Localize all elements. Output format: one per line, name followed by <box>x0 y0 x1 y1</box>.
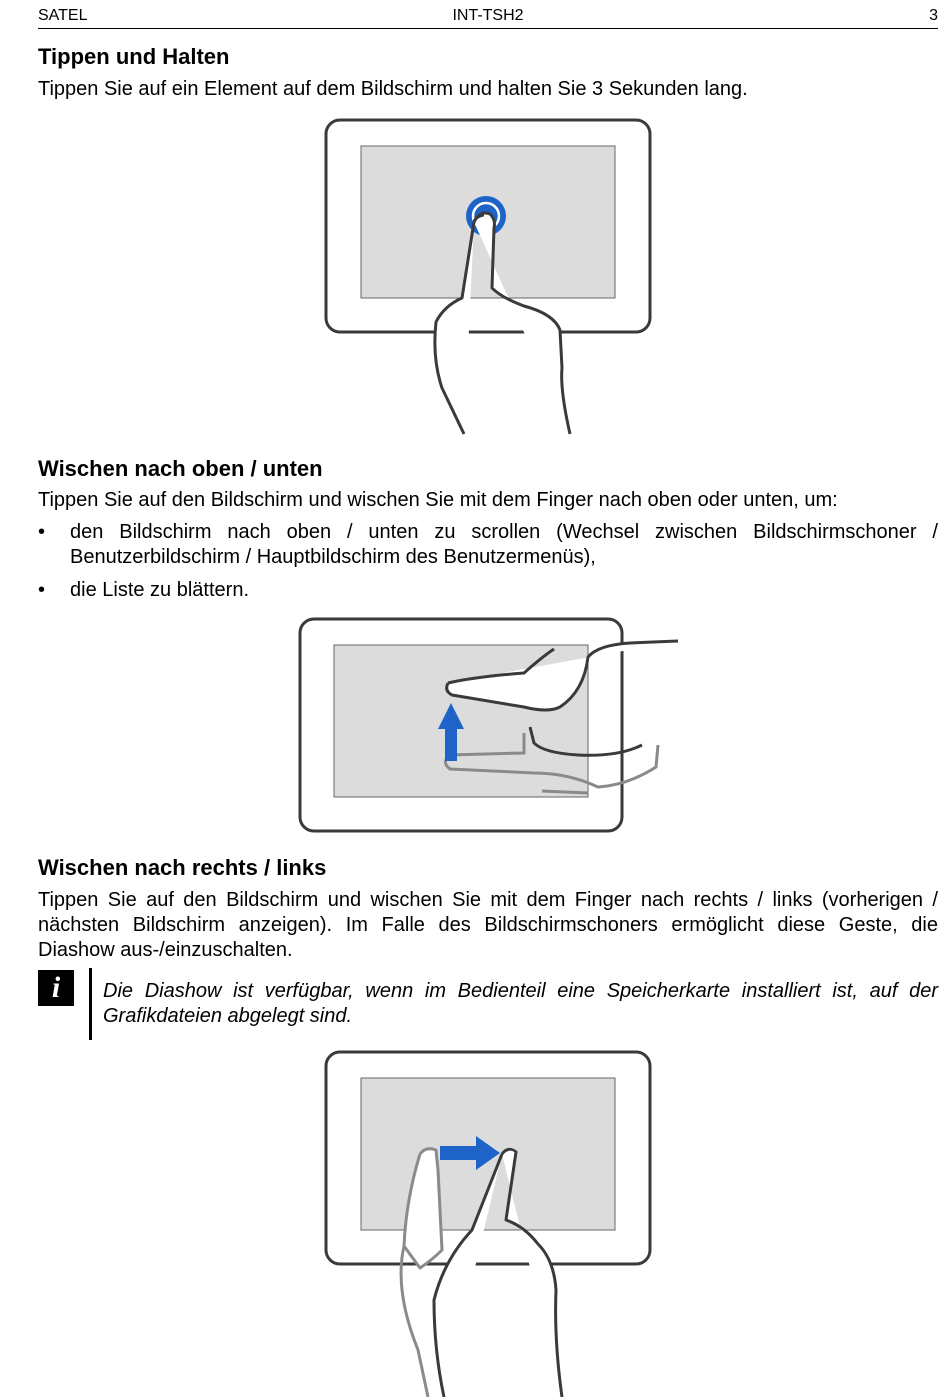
section-text-swipe-horizontal: Tippen Sie auf den Bildschirm und wischen Sie mit dem Finger nach rechts / links (vorherigen / nächsten Bildschirm anzeigen). Im Falle des Bildschirmschoners ermöglicht diese Geste, die Diashow aus-/einzuschalten. <box>38 889 938 961</box>
swipe-vertical-illustration <box>298 617 680 835</box>
bullet-dot: • <box>38 521 46 543</box>
header-product: INT-TSH2 <box>452 7 524 24</box>
section-title-swipe-vertical: Wischen nach oben / unten <box>38 456 323 481</box>
tap-hold-illustration <box>324 118 654 436</box>
header-brand: SATEL <box>38 7 88 24</box>
bullet-dot: • <box>38 579 46 601</box>
page-header <box>38 6 938 29</box>
section-text-tap-hold: Tippen Sie auf ein Element auf dem Bildschirm und halten Sie 3 Sekunden lang. <box>38 78 748 100</box>
note-divider <box>89 968 92 1040</box>
bullet-text: die Liste zu blättern. <box>70 579 249 601</box>
section-title-swipe-horizontal: Wischen nach rechts / links <box>38 855 327 880</box>
header-page-number: 3 <box>929 7 938 24</box>
swipe-horizontal-illustration <box>324 1050 654 1397</box>
bullet-text: den Bildschirm nach oben / unten zu scrollen (Wechsel zwischen Bildschirmschoner / Benutzerbildschirm / Hauptbildschirm des Benutzermenüs), <box>70 521 938 568</box>
note-text: Die Diashow ist verfügbar, wenn im Bedienteil eine Speicherkarte installiert ist, auf der Grafikdateien abgelegt sind. <box>103 980 938 1027</box>
info-icon: i <box>38 970 74 1006</box>
section-text-swipe-vertical: Tippen Sie auf den Bildschirm und wischen Sie mit dem Finger nach oben oder unten, um: <box>38 489 838 511</box>
section-title-tap-hold: Tippen und Halten <box>38 44 230 69</box>
